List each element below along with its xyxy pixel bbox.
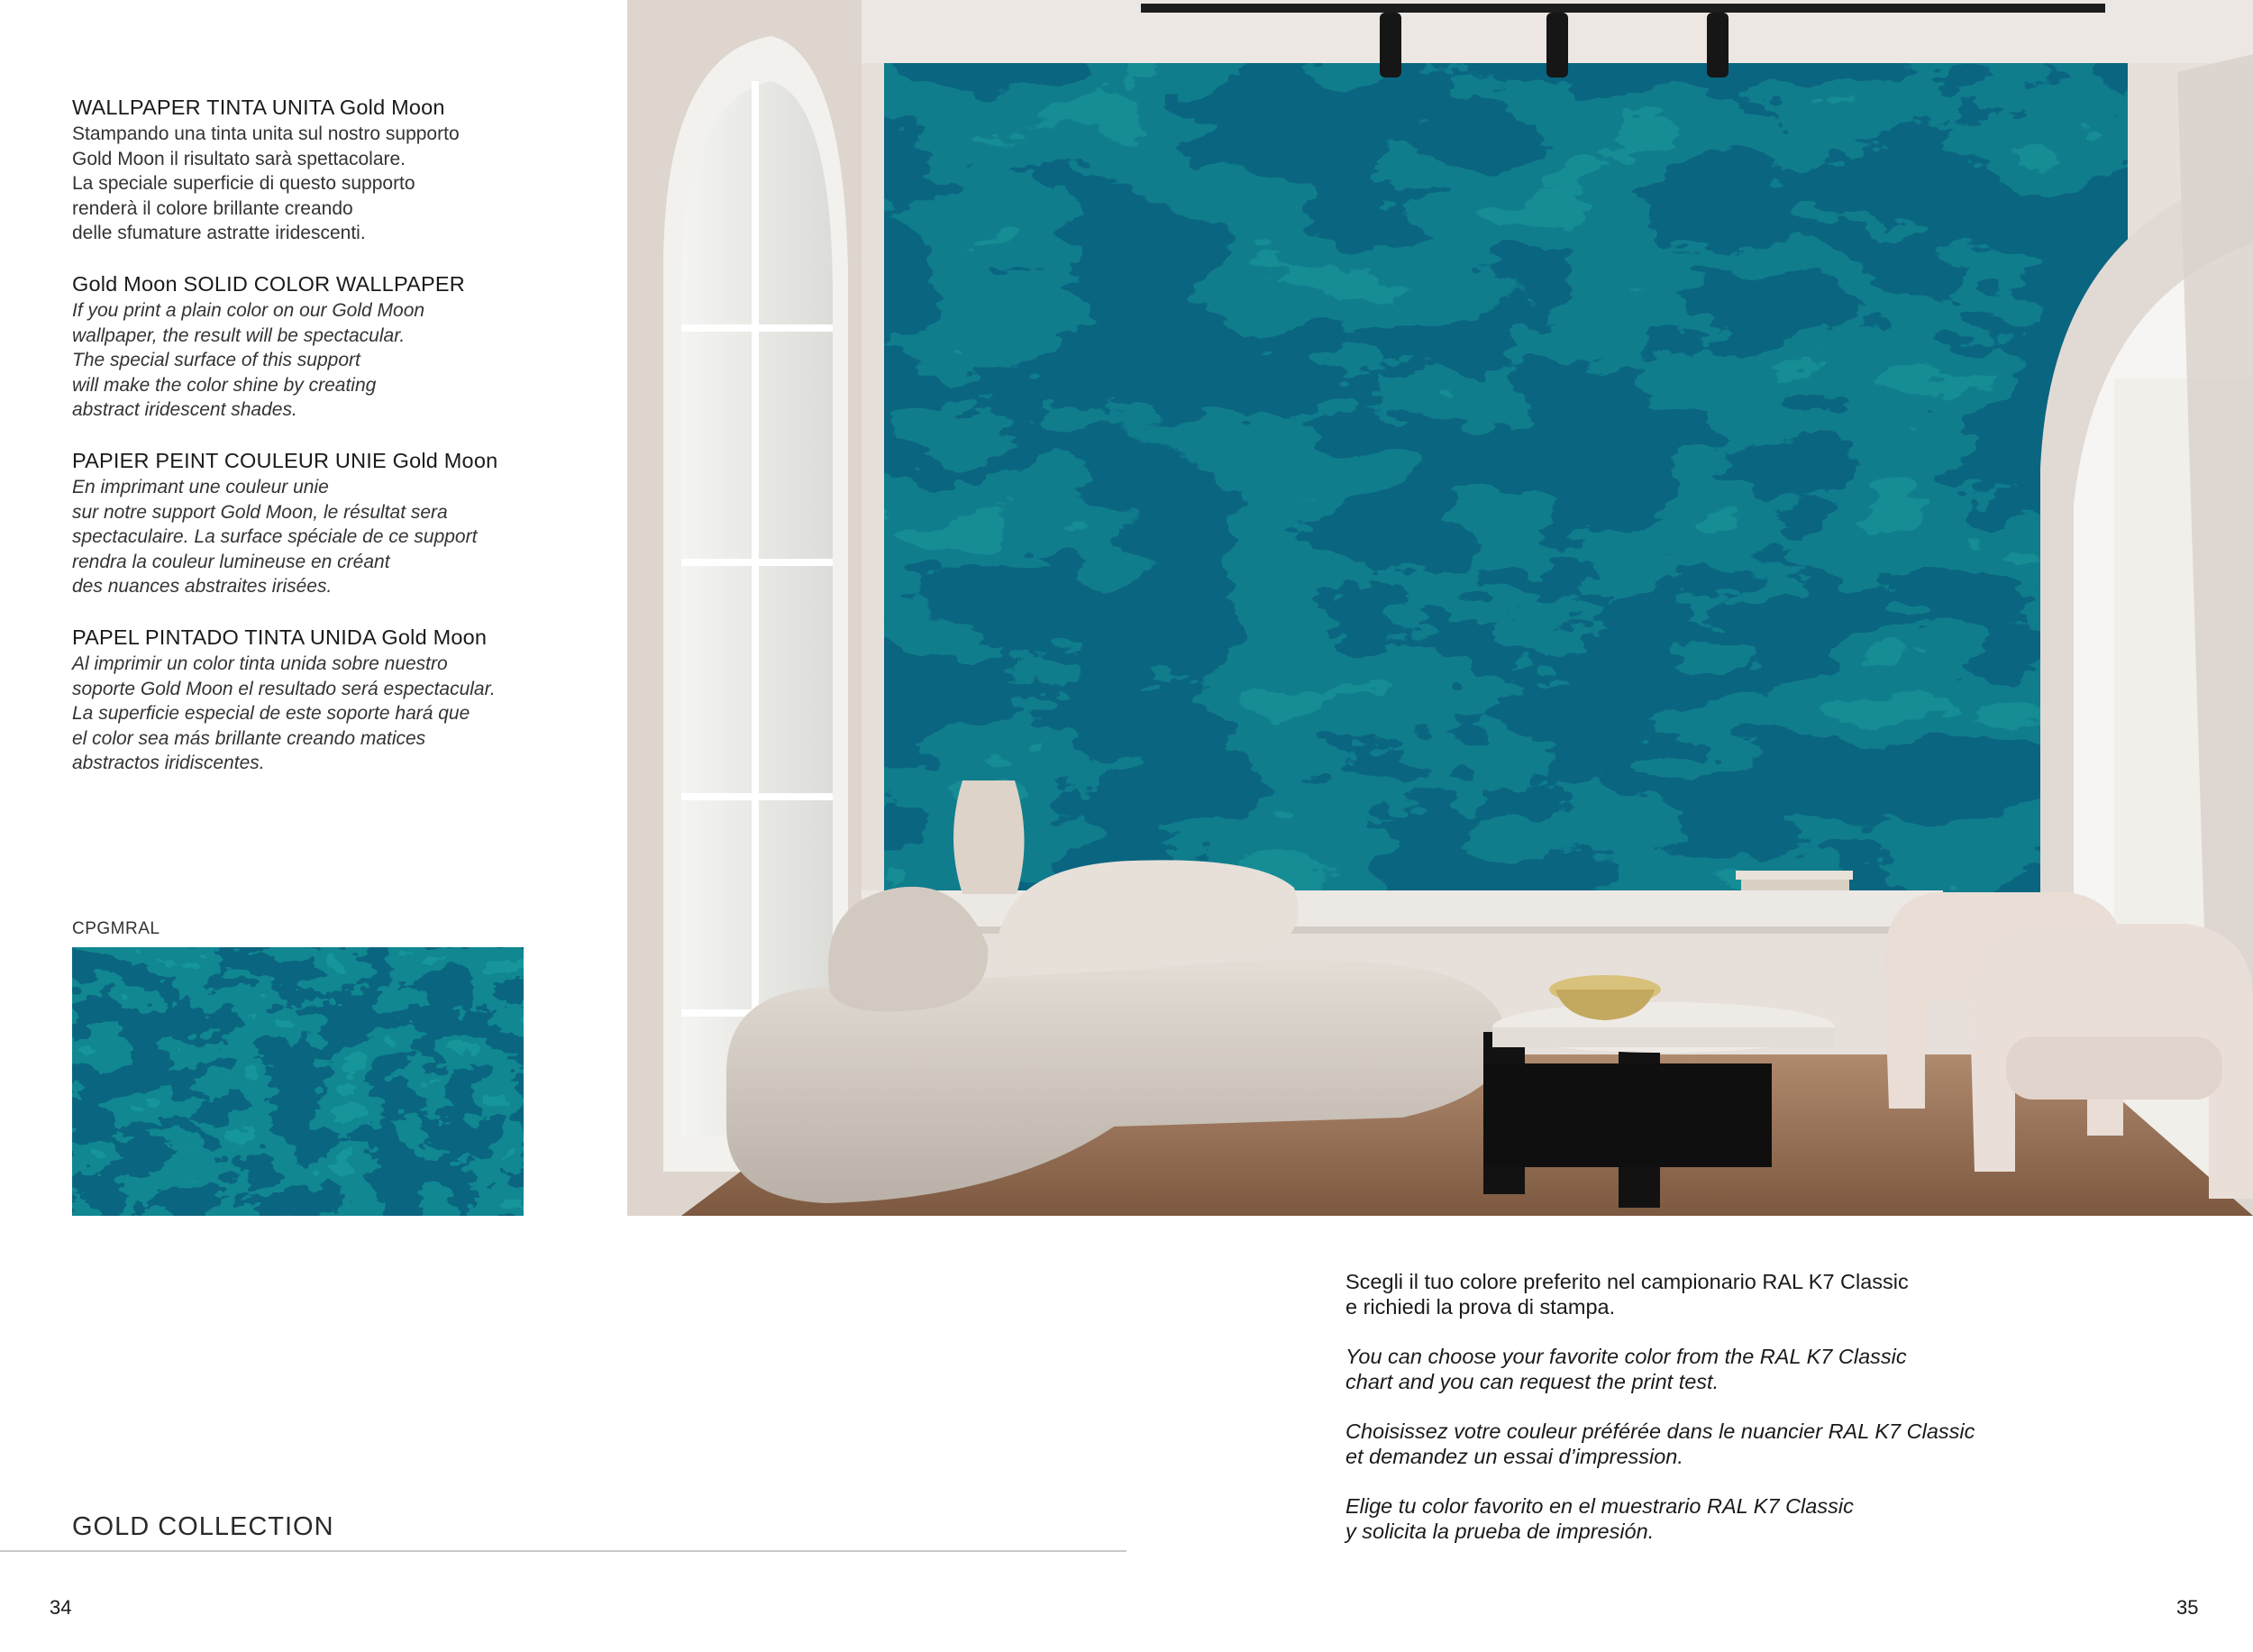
description-french [72,446,577,599]
english-title: Gold Moon SOLID COLOR WALLPAPER [72,272,465,296]
english-body: If you print a plain color on our Gold Moon wallpaper, the result will be spectacular. The special surface of this support will make the color shine by creating abstract iridescent shades. [72,300,425,420]
french-title: PAPIER PEINT COULEUR UNIE Gold Moon [72,449,498,472]
french-body: En imprimant une couleur unie sur notre support Gold Moon, le résultat sera spectaculaire. La surface spéciale de ce support rendra la couleur lumineuse en créant des nuances abstraites irisées. [72,477,478,597]
spanish-body: Al imprimir un color tinta unida sobre nuestro soporte Gold Moon el resultado será espectacular. La superficie especial de este soporte hará que el color sea más brillante creando matices abstractos iridiscentes. [72,653,496,773]
sample-code: CPGMRAL [72,919,160,938]
page-number-right: 35 [2176,1596,2199,1619]
right-text-spanish: Elige tu color favorito en el muestrario RAL K7 Classic y solicita la prueba de impresión. [1345,1494,1854,1543]
spanish-title: PAPEL PINTADO TINTA UNIDA Gold Moon [72,625,488,649]
description-spanish [72,623,577,776]
collection-name: GOLD COLLECTION [72,1512,334,1541]
right-text-french: Choisissez votre couleur préférée dans le nuancier RAL K7 Classic et demandez un essai d’impression. [1345,1419,1975,1468]
room-illustration [627,0,2253,1216]
room-photo [627,0,2253,1216]
swatch-texture [72,947,524,1216]
italian-body: Stampando una tinta unita sul nostro supporto Gold Moon il risultato sarà spettacolare. La speciale superficie di questo supporto renderà il colore brillante creando delle sfumature astratte iridescenti. [72,123,460,243]
footer-divider [0,1550,1126,1552]
color-request-text [1345,1269,2157,1568]
page-number-left: 34 [50,1596,72,1619]
right-text-italian: Scegli il tuo colore preferito nel campionario RAL K7 Classic e richiedi la prova di stampa. [1345,1270,1909,1319]
color-swatch [72,947,524,1216]
description-italian [72,93,577,246]
italian-title: WALLPAPER TINTA UNITA Gold Moon [72,96,445,119]
right-text-english: You can choose your favorite color from the RAL K7 Classic chart and you can request the print test. [1345,1345,1907,1393]
description-english [72,269,577,423]
